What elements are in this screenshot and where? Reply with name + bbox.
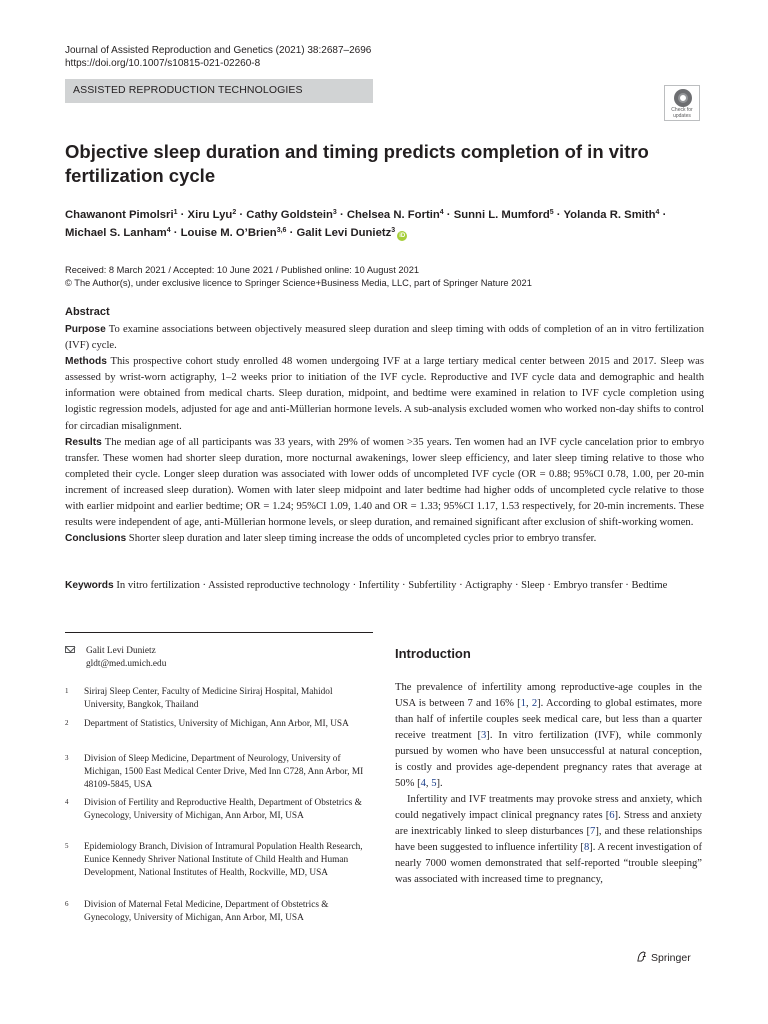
keywords: Keywords In vitro fertilization · Assisted reproductive technology · Infertility · Subfertility · Actigraphy · Sleep · Embryo transfer · Bedtime <box>65 580 668 591</box>
citation-link[interactable]: 3 <box>481 730 487 741</box>
intro-paragraph: Infertility and IVF treatments may provoke stress and anxiety, which could negatively impact clinical pregnancy rates [6]. Stress and anxiety are inextricably linked to sleep disturbances [7], and these relationships have been suggested to influence infertility [8]. A recent investigation of nearly 7000 women demonstrated that self-reported “trouble sleeping” was associated with increased time to pregnancy, <box>395 794 702 885</box>
corresponding-email[interactable]: gldt@med.umich.edu <box>86 659 167 669</box>
author-name[interactable]: Chawanont Pimolsri$^1$ <box>65 209 178 221</box>
author-name[interactable]: Sunni L. Mumford$^5$ <box>453 209 554 221</box>
abstract-results: Results The median age of all participants was 33 years, with 29% of women >35 years. Ten women had an IVF cycle cancelation prior to embryo transfer. These women had shorter sleep duration, more nocturnal awakenings, lower sleep efficiency, and later sleep timing relative to those who completed their cycle. Longer sleep duration was associated with lower odds of uncompleted IVF cycle (OR = 0.88; 95%CI 0.78, 1.00, per 20-min increment of increased sleep duration). Women with later sleep midpoint and later bedtime had higher odds of uncompleted cycle relative to those with earlier midpoint and earlier bedtime; OR = 1.24; 95%CI 1.09, 1.40 and OR = 1.33; 95%CI 1.17, 1.53 respectively, for 20-min increments. These results were independent of age, anti-Müllerian hormone levels, or sleep duration, and remained significant after exclusion of shift-working women. <box>65 436 704 529</box>
abstract-heading: Abstract <box>65 306 110 318</box>
orcid-icon[interactable]: iD <box>399 232 406 239</box>
journal-citation: Journal of Assisted Reproduction and Genetics (2021) 38:2687–2696 <box>65 45 372 56</box>
check-for-updates-badge[interactable] <box>664 85 700 121</box>
introduction-body <box>395 680 702 888</box>
section-banner: ASSISTED REPRODUCTION TECHNOLOGIES <box>65 79 373 103</box>
citation-link[interactable]: 7 <box>590 826 596 837</box>
abstract-conclusions: Conclusions Shorter sleep duration and later sleep timing increase the odds of uncompleted cycles prior to embryo transfer. <box>65 533 597 545</box>
author-name[interactable]: Xiru Lyu$^2$ <box>187 209 237 221</box>
article-title: Objective sleep duration and timing predicts completion of in vitro fertilization cycle <box>65 141 649 186</box>
copyright-notice: © The Author(s), under exclusive licence to Springer Science+Business Media, LLC, part of Springer Nature 2021 <box>65 278 532 288</box>
springer-horse-icon <box>636 951 647 962</box>
publisher-logo: Springer <box>636 951 691 964</box>
citation-link[interactable]: 6 <box>609 810 615 821</box>
author-name[interactable]: Galit Levi Dunietz$^3$ <box>296 226 396 239</box>
author-name[interactable]: Michael S. Lanham$^4$ <box>65 226 171 239</box>
citation-link[interactable]: 8 <box>583 842 590 853</box>
author-list: Chawanont Pimolsri$^1$ · Xiru Lyu$^2$ · Cathy Goldstein$^3$ · Chelsea N. Fortin$^4$ · Sunni L. Mumford$^5$ · Yolanda R. Smith$^4$ · Michael S. Lanham$^4$ · Louise M. O’Brien$^{3,6}$ · Galit Levi Dunietz$^3$iD <box>65 209 667 239</box>
author-name[interactable]: Cathy Goldstein$^3$ <box>246 209 337 221</box>
badge-text: Check for updates <box>671 107 693 119</box>
publication-dates <box>65 264 705 290</box>
doi-link[interactable]: https://doi.org/10.1007/s10815-021-02260-8 <box>65 58 261 69</box>
check-for-updates-icon <box>674 89 692 107</box>
abstract-body <box>65 322 704 547</box>
citation-link[interactable]: 1 <box>520 698 526 709</box>
citation-link[interactable]: 5 <box>431 778 437 789</box>
abstract-purpose: Purpose To examine associations between objectively measured sleep duration and sleep timing with odds of completion of an in vitro fertilization (IVF) cycle. <box>65 324 704 352</box>
intro-paragraph: The prevalence of infertility among reproductive-age couples in the USA is between 7 and 16% [1, 2]. According to global estimates, more than half of infertile couples seek medical care, but less than a quarter receive treatment [3]. In vitro fertilization (IVF), while commonly pursued by women who have been unsuccessful at natural conception, is costly and provides age-dependent pregnancy rates that average at 50% [4, 5]. <box>395 682 703 789</box>
author-name[interactable]: Yolanda R. Smith$^4$ <box>563 209 660 221</box>
footnote-rule <box>65 632 373 633</box>
received-accepted-dates: Received: 8 March 2021 / Accepted: 10 June 2021 / Published online: 10 August 2021 <box>65 265 420 275</box>
envelope-icon <box>65 646 75 653</box>
corresponding-author: Galit Levi Dunietz <box>86 646 156 656</box>
introduction-heading: Introduction <box>395 646 471 661</box>
citation-link[interactable]: 4 <box>420 778 426 789</box>
abstract-methods: Methods This prospective cohort study enrolled 48 women undergoing IVF at a large tertiary medical center between 2015 and 2017. Sleep was assessed by wrist-worn actigraphy, 1–2 weeks prior to initiation of the IVF cycle. Reproductive and IVF cycle data and demographic and health information were obtained from medical charts. Sleep duration, midpoint, and bedtime were examined in relation to IVF cycle completion using logistic regression models, adjusted for age and anti-Müllerian hormone levels. A sub-analysis excluded women who worked non-day shifts to control for circadian misalignment. <box>65 356 704 432</box>
author-name[interactable]: Chelsea N. Fortin$^4$ <box>346 209 444 221</box>
author-name[interactable]: Louise M. O’Brien$^{3,6}$ <box>180 226 287 239</box>
citation-link[interactable]: 2 <box>531 698 538 709</box>
